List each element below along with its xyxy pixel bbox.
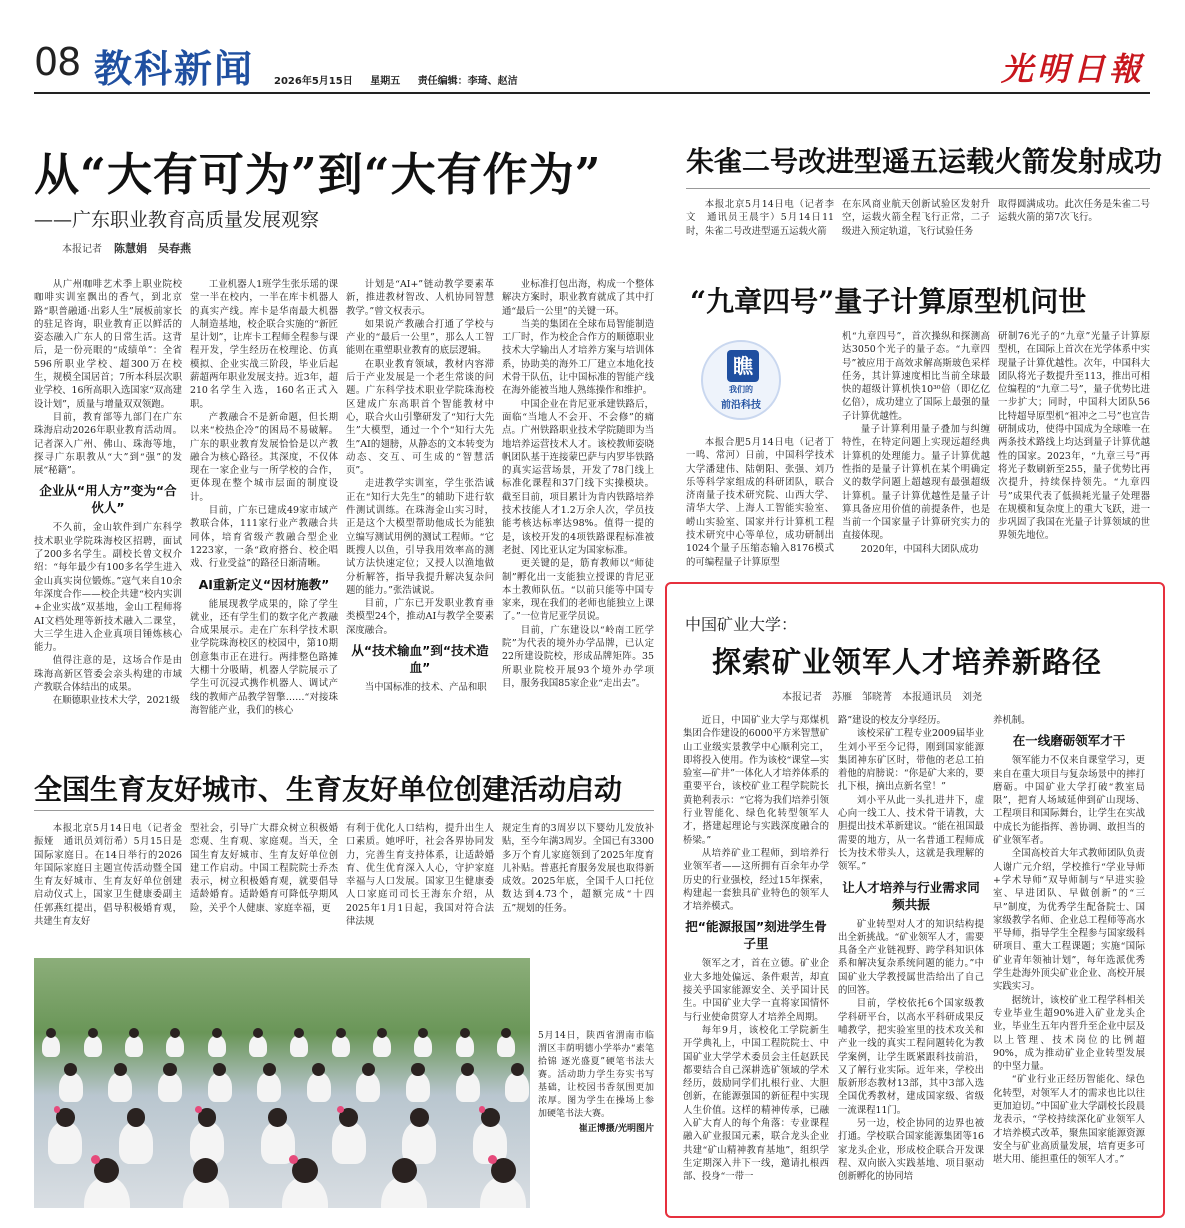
- student-figure: [307, 1072, 331, 1102]
- paragraph: 中国企业在肯尼亚承建铁路后，面临“当地人不会开、不会修”的痛点。广州铁路职业技术学院随即为当地培养运营技术人才。该校教师姿晓帆团队基于连接蒙巴萨与内罗毕铁路的真实运营场景，开发了78门线上标准化课程和37门线下实操模块。截至目前，项目累计为肯内铁路培养技术技能人才1.2万余人次，学员技能考核达标率达98%。值得一提的是，该校开发的4项铁路课程标准被老挝、冈比亚认定为国家标准。: [502, 398, 654, 556]
- paragraph: 如果说产教融合打通了学校与产业的“最后一公里”，那么人工智能则在重塑职业教育的底层逻辑。: [346, 318, 494, 357]
- paragraph: 在顺德职业技术大学，2021级: [52, 695, 180, 707]
- paragraph: 据统计，该校矿业工程学科相关专业毕业生超90%进入矿业龙头企业，毕业生五年内晋升至企业中层及以上管理、技术岗位的比例超90%，成为推动矿业企业转型发展的中坚力量。: [993, 994, 1145, 1073]
- student-figure: [402, 1121, 436, 1164]
- hair-flower: [488, 1155, 497, 1164]
- student-figure: [414, 1035, 432, 1058]
- paragraph: 每年9月，该校化工学院新生开学典礼上，中国工程院院士、中国矿业大学学术委员会主任赵跃民都要结合自己深耕选矿领域的学术经历，鼓励同学们扎根行业、大胆创新，在能源强国的新征程中实现人生价值。这样的精神传承，已融入矿大育人的每个角落：专业课程融入矿业报国元素，联合龙头企业共建“矿山精神教育基地”，组织学生定期深入井下一线，邀请扎根西部、投身“一带一: [683, 1024, 829, 1183]
- student-head: [263, 1063, 276, 1076]
- paragraph: 型社会，引导广大群众树立积极婚恋观、生育观、家庭观。当天，全国生育友好城市、生育友好单位创建工作启动。中国工程院院士乔杰表示，树立积极婚育观，就要倡导适龄婚育。适龄婚育可降低孕期风险，关乎个人健康、家庭幸福，更: [190, 823, 338, 914]
- hair-flower: [479, 1106, 486, 1113]
- caption-text: 5月14日，陕西省渭南市临渭区丰荫明德小学举办“素笔拾锦 逐光盛夏”硬笔书法大赛。活动助力学生夯实书写基础，让校园书香氛围更加浓厚。图为学生在操场上参加硬笔书法大赛。: [538, 1031, 654, 1119]
- paragraph: 机“九章四号”，首次操纵和探测高达3050个光子的量子态。“九章四号”被应用于高效求解高斯玻色采样任务，其计算速度相比当前全球最快的超级计算机快10³⁰倍（即亿亿亿倍），成功建立了国际上最强的量子计算优越性。: [842, 331, 990, 422]
- newspaper-logo: 光明日報: [1000, 50, 1145, 88]
- paragraph: 2020年，中国科大团队成功: [860, 543, 979, 555]
- student-figure: [84, 1035, 102, 1058]
- student-head: [163, 1063, 176, 1076]
- issue-date: 2026年5月15日: [274, 76, 353, 87]
- badge-character: 瞧: [727, 350, 759, 382]
- text-column-3: [993, 714, 1145, 1208]
- paragraph: 规定生育的3周岁以下婴幼儿发放补贴，至今年满3周岁。全国已有3300多万个育儿家庭领到了2025年度育儿补贴。普惠托育服务发展也取得新成效。2025年底，全国千人口托位数达到4.73个，超额完成“十四五”规划的任务。: [502, 823, 654, 914]
- paragraph: “矿业行业正经历智能化、绿色化转型，对领军人才的需求也比以往更加迫切。”中国矿业大学副校长段晨龙表示，“学校持续深化矿业领军人才培养模式改革，聚焦国家能源资源安全与矿业高质量发展，培育更多可堪大用、能担重任的领军人才。”: [993, 1074, 1145, 1166]
- student-head: [212, 1028, 222, 1038]
- text-column-1: [686, 436, 834, 572]
- student-figure: [456, 1035, 474, 1058]
- byline: [62, 240, 191, 256]
- paragraph: 当美的集团在全球布局智能制造工厂时，作为校企合作方的顺德职业技术大学输出人才培养方案与培训体系，协助美的海外工厂建立本地化技术骨干队伍，让中国标准的智能产线在海外能被当地人熟练操作和维护。: [502, 318, 654, 397]
- paragraph: 产教融合不是新命题，但长期以来“校热企冷”的困局不易破解。广东的职业教育发展恰恰是以产教融合为核心路径。其深度，不仅体现在一家企业与一所学校的合作，更体现在整个城市层面的制度设计。: [190, 411, 338, 503]
- student-head: [336, 1028, 346, 1038]
- paragraph: 本报合肥5月14日电（记者丁一鸣、常河）日前，中国科学技术大学潘建伟、陆朝阳、张强、刘乃乐等科学家组成的科研团队，联合济南量子技术研究院、山西大学、清华大学、上海人工智能实验室、崂山实验室、国家并行计算机工程技术研究中心等单位，成功研制出1024个量子压缩态输入8176模式的可编程量子计算原型: [686, 437, 834, 568]
- text-column-2: [190, 822, 338, 946]
- student-figure: [373, 1035, 391, 1058]
- section-subhead: 把“能源报国”刻进学生骨子里: [685, 919, 827, 952]
- student-head: [129, 1028, 139, 1038]
- student-figure: [505, 1072, 529, 1102]
- paragraph: 目前，广东建设以“岭南工匠学院”为代表的境外办学品牌，已认定22所建设院校，形成品牌矩阵。35所职业院校开展93个境外办学项目，服务我国85家企业“走出去”。: [502, 624, 654, 689]
- text-column-1: [683, 714, 829, 1208]
- student-head: [392, 1158, 417, 1183]
- student-head: [511, 1063, 524, 1076]
- masthead-divider: [34, 92, 1150, 94]
- paragraph: 业标准打包出海，构成一个整体解决方案时，职业教育就成了其中打通“最后一公里”的关键一环。: [502, 279, 654, 317]
- paragraph: 刘小平从此一头扎进井下，虚心向一线工人、技术骨干请教，大胆提出技术革新建议。“能在祖国最需要的地方，从一名普通工程师成长为技术带头人，这就是我理解的领军。”: [838, 794, 984, 873]
- kicker: 中国矿业大学：: [685, 615, 798, 634]
- paragraph: 目前，广东已建成49家市域产教联合体，111家行业产教融合共同体，培育省级产教融合型企业1223家，一条“政府搭台、校企唱戏、行业受益”的路径日渐清晰。: [190, 505, 338, 570]
- text-column-1: [34, 278, 182, 730]
- paragraph: 研制76光子的“九章”光量子计算原型机，在国际上首次在光学体系中实现量子计算优越性。次年，中国科大团队将光子数提升至113，推出可相位编程的“九章二号”，量子优势比进一步扩大；同时，中国科大团队56比特超导原型机“祖冲之二号”也宣告研制成功，使得中国成为全球唯一在两条技术路线上均达到量子计算优越性的国家。2023年，“九章三号”再将光子数刷新至255，量子优势比再次提升，持续保持领先。“九章四号”成果代表了低损耗光量子处理器在规模和复杂度上的重大飞跃，进一步巩固了我国在光量子计算领域的世界领先地位。: [998, 331, 1150, 542]
- issue-weekday: 星期五: [370, 76, 401, 87]
- student-figure: [119, 1121, 153, 1164]
- subheadline: ——广东职业教育高质量发展观察: [34, 209, 320, 231]
- headline: 探索矿业领军人才培养新路径: [712, 645, 1103, 679]
- paragraph: 量子计算利用量子叠加与纠缠特性，在特定问题上实现远超经典计算机的处理能力。量子计算优越性指的是量子计算机在某个明确定义的数学问题上超越现有最强超级计算机。量子计算优越性是量子计算具备应用价值的前提条件，也是当前一个国家量子计算研究实力的直接体现。: [842, 424, 990, 542]
- paragraph: 值得注意的是，这场合作是由珠海高新区管委会亲头构建的市域产教联合体结出的成果。: [34, 655, 182, 694]
- student-head: [501, 1028, 511, 1038]
- paragraph: 从培养矿业工程师，到培养行业领军者——这所拥有百余年办学历史的行业强校，经过15年探索，构建起一套独具矿业特色的领军人才培养模式。: [683, 847, 829, 913]
- text-column-4: [502, 822, 654, 946]
- badge-line-1: 我们的: [729, 385, 753, 394]
- byline-label: 本报记者: [62, 244, 102, 255]
- student-figure: [166, 1035, 184, 1058]
- student-figure: [406, 1072, 430, 1102]
- section-subhead: 从“技术输血”到“技术造血”: [351, 643, 489, 676]
- paragraph: 在东风商业航天创新试验区发射升空，运载火箭全程飞行正常，二子级进入预定轨道，飞行试验任务: [842, 199, 990, 237]
- paragraph: 取得圆满成功。此次任务是朱雀二号运载火箭的第7次飞行。: [998, 199, 1150, 224]
- paragraph: 在职业教育领域，教材内容滞后于产业发展是一个老生常谈的问题。广东科学技术职业学院珠海校区建成广东高职首个智能教材中心，联合火山引擎研发了“知行大先生”大模型，通过一个个“知行大先生”AI的翅膀，从静态的文本转变为动态、交互、可生成的“智慧活页”。: [346, 358, 494, 477]
- student-head: [127, 1108, 146, 1127]
- section-subhead: AI重新定义“因材施教”: [198, 576, 330, 592]
- headline-divider: [686, 188, 1150, 189]
- student-figure: [497, 1035, 515, 1058]
- student-head: [460, 1028, 470, 1038]
- paragraph: 领军之才，首在立德。矿业企业大多地处偏远、条件艰苦，却直接关乎国家能源安全、关乎国计民生。中国矿业大学一直将家国情怀与行业使命贯穿人才培养全周期。: [683, 958, 829, 1023]
- text-column-3: [346, 278, 494, 730]
- paragraph: 有利于优化人口结构，提升出生人口素质。她呼吁，社会各界协同发力，完善生育支持体系，让适龄婚育、优生优育深入人心，守护家庭幸福与人口发展。国家卫生健康委人口家庭司司长王海东介绍，从2025年1月1日起，我国对符合法律法规: [346, 823, 494, 928]
- paragraph: 另一边，校企协同的边界也被打通。学校联合国家能源集团等16家龙头企业，形成校企联合开发课程、双向嵌入实践基地、项目驱动创新孵化的协同培: [838, 1118, 984, 1183]
- paragraph: 全国高校首大年式教师团队负责人谢广元介绍，学校推行“学业导师+学术导师”双导师制与“早进实验室、早进团队、早做创新”的“三早”制度，为优秀学生配备院士、国家级教学名师、企业总工程师等高水平导师，指导学生全程参与国家级科研项目、重大工程课题；实施“国际矿业青年领袖计划”，每年选派优秀学生赴海外顶尖矿业企业、高校开展实践实习。: [993, 848, 1145, 993]
- student-head: [377, 1028, 387, 1038]
- text-column-1: [34, 822, 182, 946]
- photo-credit: 崔正博摄/光明图片: [578, 1124, 654, 1134]
- text-column-3: [998, 330, 1150, 572]
- page-number: 08: [34, 40, 81, 84]
- student-figure: [257, 1072, 281, 1102]
- student-head: [411, 1063, 424, 1076]
- paragraph: 矿业转型对人才的知识结构提出全新挑战。“矿业领军人才，需要具备全产业链视野、跨学科知识体系和解决复杂系统问题的能力。”中国矿业大学教授属世浩给出了自己的回答。: [838, 918, 984, 997]
- text-column-2: [842, 198, 990, 242]
- headline: “九章四号”量子计算原型机问世: [690, 285, 1087, 318]
- hair-flower: [337, 1106, 344, 1113]
- student-figure: [332, 1121, 366, 1164]
- paragraph: 目前，学校依托6个国家级教学科研平台，以高水平科研成果反哺教学，把实验室里的技术攻关和产业一线的真实工程问题转化为教学案例，让学生既紧跟科技前沿，又了解行业实际。近年来，学校出版新形态教材13部，其中3部入选全国优秀教材，建成国家级、省级一流课程11门。: [838, 998, 984, 1116]
- text-column-4: [502, 278, 654, 730]
- headline: 朱雀二号改进型遥五运载火箭发射成功: [686, 145, 1163, 178]
- student-head: [253, 1028, 263, 1038]
- student-figure: [290, 1035, 308, 1058]
- student-head: [410, 1108, 429, 1127]
- student-figure: [332, 1035, 350, 1058]
- byline-authors: 陈慧娟 吴春燕: [114, 242, 191, 255]
- text-column-1: [686, 198, 834, 242]
- text-column-2: [838, 714, 984, 1208]
- section-title: 教科新闻: [94, 46, 255, 91]
- section-subhead: 在一线磨砺领军才干: [1012, 733, 1126, 749]
- paragraph: 养机制。: [993, 715, 1031, 726]
- paragraph: 当中国标准的技术、产品和职: [364, 682, 487, 694]
- student-figure: [249, 1035, 267, 1058]
- paragraph: 本报北京5月14日电（记者李文 通讯员王晨宇）5月14日11时，朱雀二号改进型遥五运载火箭: [686, 199, 834, 237]
- student-figure: [42, 1035, 60, 1058]
- student-figure: [108, 1072, 132, 1102]
- student-head: [88, 1028, 98, 1038]
- paragraph: 目前，教育部等九部门在广东珠海启动2026年职业教育活动周。记者深入广州、佛山、珠海等地，探寻广东职教从“大”到“强”的发展“秘籍”。: [34, 411, 182, 477]
- hair-flower: [195, 1106, 202, 1113]
- issue-meta: [274, 72, 532, 87]
- student-figure: [208, 1035, 226, 1058]
- text-column-3: [346, 822, 494, 946]
- text-column-3: [998, 198, 1150, 242]
- student-figure: [456, 1072, 480, 1102]
- section-subhead: 让人才培养与行业需求同频共振: [842, 879, 980, 912]
- paragraph: 目前，广东已开发职业教育垂类模型24个，推动AI与教学全要素深度融合。: [346, 598, 494, 636]
- student-figure: [356, 1072, 380, 1102]
- text-column-2: [190, 278, 338, 730]
- headline-divider: [34, 810, 654, 811]
- text-column-2: [842, 330, 990, 572]
- student-figure: [125, 1035, 143, 1058]
- student-figure: [48, 1121, 82, 1164]
- student-figure: [208, 1072, 232, 1102]
- student-head: [268, 1108, 287, 1127]
- paragraph: 能展现教学成果的，除了学生就业，还有学生们的数字化产教融合成果展示。走在广东科学技术职业学院珠海校区的校园中，第10期创意集市正在进行。两排整色路摊大棚十分吸睛，机器人学院展示了学生可沉浸式携作机器人、调试产线的教师产品教学智擎……“对接珠海智能产业，我们的核心: [190, 598, 338, 716]
- news-photo: [34, 958, 530, 1208]
- paragraph: 计划是“AI+”链动教学要素革新，推进教材智改、人机协同智慧教学。”曾文权表示。: [346, 279, 494, 317]
- hair-flower: [54, 1106, 61, 1113]
- paragraph: 近日，中国矿业大学与郑煤机集团合作建设的6000平方米智慧矿山工业级实景教学中心顺利完工，即将投入使用。作为该校“课堂—实验室—矿井”一体化人才培养体系的重要平台，该校矿业工程学院院长黄艳利表示：“它将为我们培养引领行业智能化、绿色化转型领军人才，搭建起理论与实践深度融合的桥梁。”: [683, 715, 829, 846]
- column-badge: [701, 340, 781, 420]
- paragraph: 不久前，金山软件到广东科学技术职业学院珠海校区招聘，面试了200多名学生。副校长曾文权介绍：“每年最少有100多名学生进入金山真实岗位锻炼。”寇气来自10余年深度合作——校企共建“校内实训+企业实战”双基地，金山工程师将AI文档处理等新技术融入二课堂，大三学生进入企业真项目锤炼核心能力。: [34, 522, 182, 654]
- paragraph: 领军能力不仅来自课堂学习，更来自在重大项目与复杂场景中的摔打磨砺。中国矿业大学打破“教室局限”，把育人场域延伸到矿山现场、工程项目和国际舞台，让学生在实战中成长为能指挥、善协调、敢担当的矿业领军者。: [993, 755, 1145, 847]
- issue-editor: 责任编辑：李琦、赵洁: [417, 76, 518, 87]
- byline: 本报记者 苏雁 邹晓菁 本报通讯员 刘尧: [782, 692, 982, 703]
- section-subhead: 企业从“用人方”变为“合伙人”: [39, 483, 177, 516]
- photo-caption: [538, 1030, 654, 1136]
- badge-line-2: 前沿科技: [721, 400, 761, 411]
- masthead: [0, 0, 1185, 100]
- paragraph: 本报北京5月14日电（记者金振娅 通讯员刘衍希）5月15日是国际家庭日。在14日举行的2026年国际家庭日主题宣传活动暨全国生育友好城市、生育友好单位创建启动仪式上，国家卫生健康委副主任郭燕红提出，倡导积极婚育观，共建生育友好: [34, 823, 182, 928]
- headline: 全国生育友好城市、生育友好单位创建活动启动: [34, 773, 623, 806]
- paragraph: 走进教学实训室，学生张浩诚正在“知行大先生”的辅助下进行软件测试训练。在珠海金山实习时，正是这个大模型帮助他成长为能独立编写测试用例的测试工程师。“它既搜人以鱼，引导我用效率高的测试方法快速定位；又授人以渔地做分析解答，指导我提升解决复杂问题的能力。”张浩诚说。: [346, 478, 494, 596]
- paragraph: 更关键的是，筋育教师以“师徒制”孵化出一支能独立授课的肯尼亚本土教师队伍。“以前只能等中国专家来，现在我们的老师也能独立上课了。”一位肯尼亚学员说。: [502, 558, 654, 623]
- headline: 从“大有可为”到“大有作为”: [34, 148, 602, 201]
- paragraph: 从广州咖啡艺术季上职业院校咖啡实训室飘出的香气，到北京路“职普融通·出彩人生”展板前家长的驻足咨询，职业教育正以鲜活的姿态融入广东人的日常生活。这背后，是一份亮眼的“成绩单”：全省596所职业学校、超300万在校生，规模全国居首；7所本科层次职业学校、16所高职入选国家“双高建设计划”，质量与增量双双领跑。: [34, 279, 182, 410]
- paragraph: 该校采矿工程专业2009届毕业生刘小平至今记得，刚到国家能源集团神东矿区时，带他的老总工拍着他的肩膀说：“你是矿大来的，要扎下根，摘出点新名堂！”: [838, 728, 984, 793]
- paragraph: 工业机器人1班学生张乐瑶的课堂一半在校内，一半在库卡机器人的真实产线。库卡是华南最大机器人制造基地，校企联合实施的“新匠星计划”，让库卡工程师全程参与课程开发，学生经历在校理论、仿真模拟、企业实战三阶段，毕业后起薪超两年职业发展支持。近3年，超210名学生入选，160名正式入职。: [190, 279, 338, 410]
- student-figure: [59, 1072, 83, 1102]
- paragraph: 路”建设的校友分享经历。: [838, 715, 946, 726]
- student-figure: [158, 1072, 182, 1102]
